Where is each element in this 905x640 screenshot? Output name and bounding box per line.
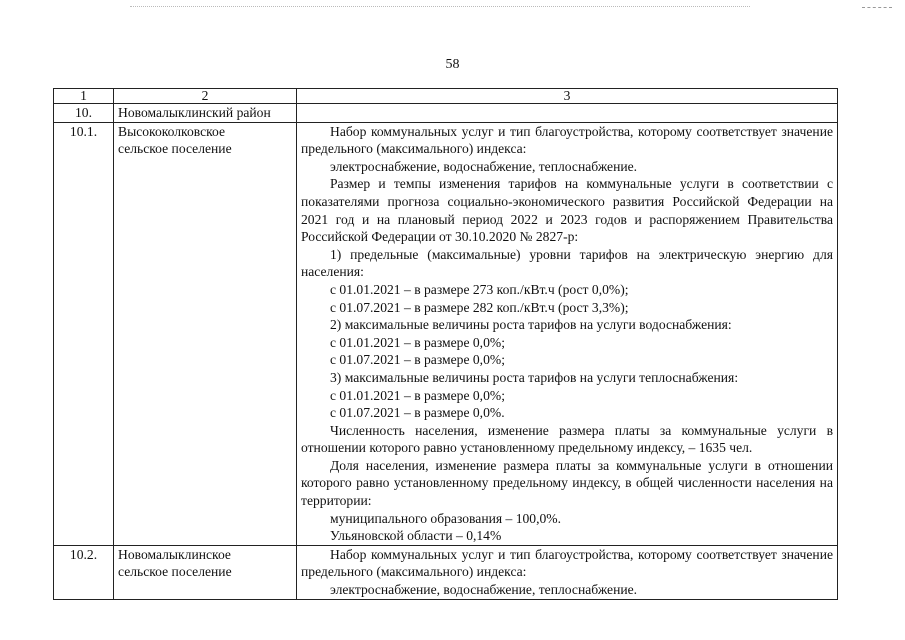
paragraph: с 01.07.2021 – в размере 0,0%; [330,352,505,368]
paragraph: Размер и темпы изменения тарифов на коммунальные услуги в соответствии с показателями прогноза социально-экономического развития Российской Федерации на 2021 год и на плановый период 2022 и 2023 годов и распоряжением Правительства Российской Федерации от 30.10.2020 № 2827-р: [301,176,833,245]
settlement-name-line: сельское поселение [118,141,232,157]
column-header-1: 1 [54,89,114,104]
scan-artifact-corner [862,7,892,10]
paragraph: Доля населения, изменение размера платы за коммунальные услуги в отношении которого равно установленному предельному индексу, в общей численности населения на территории: [301,457,833,509]
district-number: 10. [54,104,114,123]
district-row [54,104,838,123]
paragraph: с 01.01.2021 – в размере 273 коп./кВт.ч (рост 0,0%); [330,281,629,297]
table-header-row [54,89,838,104]
settlement-name [114,545,297,599]
paragraph: электроснабжение, водоснабжение, теплоснабжение. [330,158,638,174]
paragraph: Набор коммунальных услуг и тип благоустройства, которому соответствует значение предельного (максимального) индекса: [301,123,833,157]
district-empty-cell [297,104,838,123]
paragraph: Численность населения, изменение размера платы за коммунальные услуги в отношении которого равно установленному предельному индексу, – 1635 чел. [301,422,833,456]
paragraph: электроснабжение, водоснабжение, теплоснабжение. [330,582,638,598]
table-row [54,545,838,599]
page-number: 58 [445,57,460,72]
column-header-3: 3 [297,89,838,104]
paragraph: с 01.07.2021 – в размере 282 коп./кВт.ч (рост 3,3%); [330,299,629,315]
paragraph: муниципального образования – 100,0%. [330,510,562,526]
paragraph: Набор коммунальных услуг и тип благоустройства, которому соответствует значение предельного (максимального) индекса: [301,546,833,580]
column-header-2: 2 [114,89,297,104]
settlement-name [114,122,297,545]
settlement-name-line: Новомалыклинское [118,546,231,562]
settlement-name-line: Высококолковское [118,123,226,139]
table-row [54,122,838,545]
settlement-name-line: сельское поселение [118,564,232,580]
paragraph: 1) предельные (максимальные) уровни тарифов на электрическую энергию для населения: [301,246,833,280]
row-number: 10.2. [54,545,114,599]
paragraph: 3) максимальные величины роста тарифов на услуги теплоснабжения: [330,369,739,385]
district-name: Новомалыклинский район [114,104,297,123]
paragraph: с 01.01.2021 – в размере 0,0%; [330,387,505,403]
paragraph: с 01.07.2021 – в размере 0,0%. [330,405,505,421]
row-number: 10.1. [54,122,114,545]
paragraph: с 01.01.2021 – в размере 0,0%; [330,334,505,350]
paragraph: 2) максимальные величины роста тарифов на услуги водоснабжения: [330,317,732,333]
scan-artifact-top [130,6,750,9]
settlement-description [297,545,838,599]
paragraph: Ульяновской области – 0,14% [330,528,502,544]
tariff-table [53,88,838,600]
settlement-description [297,122,838,545]
